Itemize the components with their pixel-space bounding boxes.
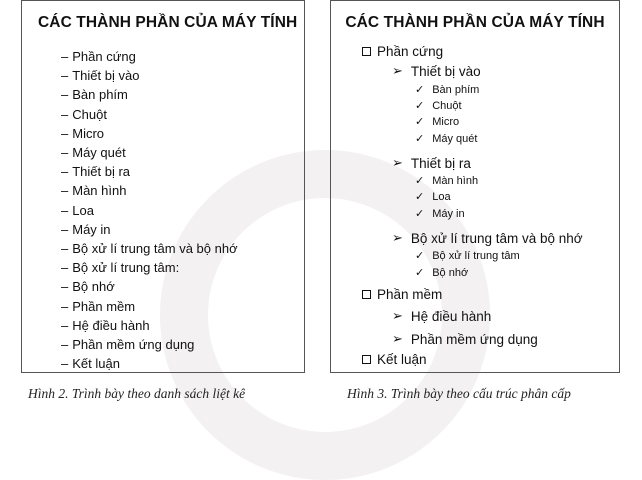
flat-list-item-label: Chuột — [72, 106, 107, 122]
dash-bullet: – — [61, 279, 69, 295]
flat-list-item — [61, 316, 238, 335]
tree-node-label: Hệ điều hành — [410, 308, 492, 324]
dash-bullet: – — [61, 202, 69, 218]
flat-list-item — [61, 239, 238, 258]
flat-list-item — [61, 124, 238, 143]
checkmark-icon: ✓ — [415, 133, 425, 145]
tree-node-level-3 — [415, 207, 465, 220]
checkbox-square-icon — [362, 290, 371, 299]
flat-list-item — [61, 105, 238, 124]
flat-list-item-label: Kết luận — [72, 356, 120, 372]
arrow-bullet-icon: ➢ — [392, 63, 403, 78]
dash-bullet: – — [61, 298, 69, 314]
dash-bullet: – — [61, 260, 69, 276]
tree-node-label: Phần mềm — [377, 287, 443, 302]
tree-node-level-1 — [362, 352, 427, 367]
tree-node-level-3 — [415, 174, 478, 187]
flat-list-item — [61, 66, 238, 85]
flat-list-item — [61, 85, 238, 104]
flat-list-item-label: Loa — [72, 202, 94, 218]
flat-list-item-label: Hệ điều hành — [72, 317, 150, 333]
flat-list-item — [61, 220, 238, 239]
tree-node-level-2 — [392, 63, 481, 79]
figure-caption-left: Hình 2. Trình bày theo danh sách liệt kê — [28, 386, 246, 401]
tree-node-label: Phần cứng — [377, 44, 444, 59]
tree-node-label: Thiết bị ra — [410, 155, 471, 171]
tree-node-level-3 — [415, 249, 520, 262]
flat-list-item-label: Thiết bị vào — [72, 68, 140, 84]
tree-node-label: Bộ xử lí trung tâm — [432, 249, 520, 262]
flat-list-item — [61, 297, 238, 316]
tree-node-label: Kết luận — [377, 352, 427, 367]
tree-node-label: Micro — [432, 115, 460, 128]
checkmark-icon: ✓ — [415, 250, 425, 262]
checkmark-icon: ✓ — [415, 191, 425, 203]
flat-list-item-label: Bộ xử lí trung tâm và bộ nhớ — [72, 241, 238, 257]
tree-node-level-3 — [415, 132, 477, 145]
checkmark-icon: ✓ — [415, 84, 425, 96]
checkmark-icon: ✓ — [415, 100, 425, 112]
flat-list-item-label: Máy in — [72, 221, 111, 237]
arrow-bullet-icon: ➢ — [392, 230, 403, 245]
checkmark-icon: ✓ — [415, 267, 425, 279]
tree-node-label: Bộ xử lí trung tâm và bộ nhớ — [410, 230, 583, 246]
tree-node-label: Loa — [432, 190, 451, 203]
flat-list-item-label: Máy quét — [72, 145, 126, 161]
dash-bullet: – — [61, 49, 69, 64]
flat-list-item — [61, 162, 238, 181]
flat-list-item — [61, 258, 238, 277]
dash-bullet: – — [61, 356, 69, 372]
tree-node-level-2 — [392, 155, 471, 171]
tree-node-label: Máy in — [432, 207, 465, 220]
checkmark-icon: ✓ — [415, 175, 425, 187]
checkbox-square-icon — [362, 47, 371, 56]
tree-node-level-2 — [392, 331, 538, 347]
dash-bullet: – — [61, 241, 69, 257]
hierarchy-title: CÁC THÀNH PHẦN CỦA MÁY TÍNH — [345, 14, 605, 31]
tree-node-label: Chuột — [432, 99, 462, 112]
flat-list-item-label: Bộ xử lí trung tâm: — [72, 260, 180, 276]
tree-node-label: Phần mềm ứng dụng — [410, 331, 538, 347]
dash-bullet: – — [61, 221, 69, 237]
checkmark-icon: ✓ — [415, 116, 425, 128]
dash-bullet: – — [61, 337, 69, 353]
tree-node-label: Bộ nhớ — [432, 266, 469, 279]
tree-node-level-1 — [362, 44, 443, 59]
tree-node-level-3 — [415, 99, 462, 112]
flat-list-item — [61, 181, 238, 200]
tree-node-level-3 — [415, 190, 451, 203]
dash-bullet: – — [61, 68, 69, 84]
dash-bullet: – — [61, 145, 69, 161]
figure-caption-right: Hình 3. Trình bày theo cấu trúc phân cấp — [347, 386, 571, 401]
dash-bullet: – — [61, 317, 69, 333]
flat-list-item-label: Thiết bị ra — [72, 164, 131, 180]
tree-node-level-1 — [362, 287, 442, 302]
flat-list-item — [61, 354, 238, 373]
flat-list-item-label: Phần cứng — [72, 49, 136, 64]
flat-list-item — [61, 143, 238, 162]
dash-bullet: – — [61, 183, 69, 199]
arrow-bullet-icon: ➢ — [392, 308, 403, 323]
flat-list-item-label: Màn hình — [72, 183, 127, 199]
tree-node-level-3 — [415, 266, 468, 279]
tree-node-label: Máy quét — [432, 132, 478, 145]
tree-node-label: Thiết bị vào — [410, 63, 481, 79]
tree-node-level-2 — [392, 308, 491, 324]
tree-node-label: Màn hình — [432, 174, 479, 187]
flat-list-item — [61, 277, 238, 296]
dash-bullet: – — [61, 106, 69, 122]
flat-list-title: CÁC THÀNH PHẦN CỦA MÁY TÍNH — [38, 14, 298, 31]
checkbox-square-icon — [362, 355, 371, 364]
tree-node-level-2 — [392, 230, 583, 246]
flat-list-panel — [21, 0, 305, 373]
dash-bullet: – — [61, 87, 69, 103]
flat-list-item-label: Bàn phím — [72, 87, 128, 103]
flat-list-item — [61, 47, 238, 66]
flat-list — [61, 47, 238, 373]
flat-list-item-label: Phần mềm ứng dụng — [72, 337, 195, 353]
flat-list-item-label: Bộ nhớ — [72, 279, 115, 295]
tree-node-level-3 — [415, 83, 479, 96]
dash-bullet: – — [61, 125, 69, 141]
dash-bullet: – — [61, 164, 69, 180]
checkmark-icon: ✓ — [415, 208, 425, 220]
flat-list-item — [61, 201, 238, 220]
flat-list-item — [61, 335, 238, 354]
flat-list-item-label: Micro — [72, 125, 105, 141]
hierarchy-panel — [330, 0, 620, 373]
tree-node-label: Bàn phím — [432, 83, 480, 96]
tree-node-level-3 — [415, 115, 459, 128]
arrow-bullet-icon: ➢ — [392, 155, 403, 170]
flat-list-item-label: Phần mềm — [72, 298, 136, 314]
arrow-bullet-icon: ➢ — [392, 331, 403, 346]
